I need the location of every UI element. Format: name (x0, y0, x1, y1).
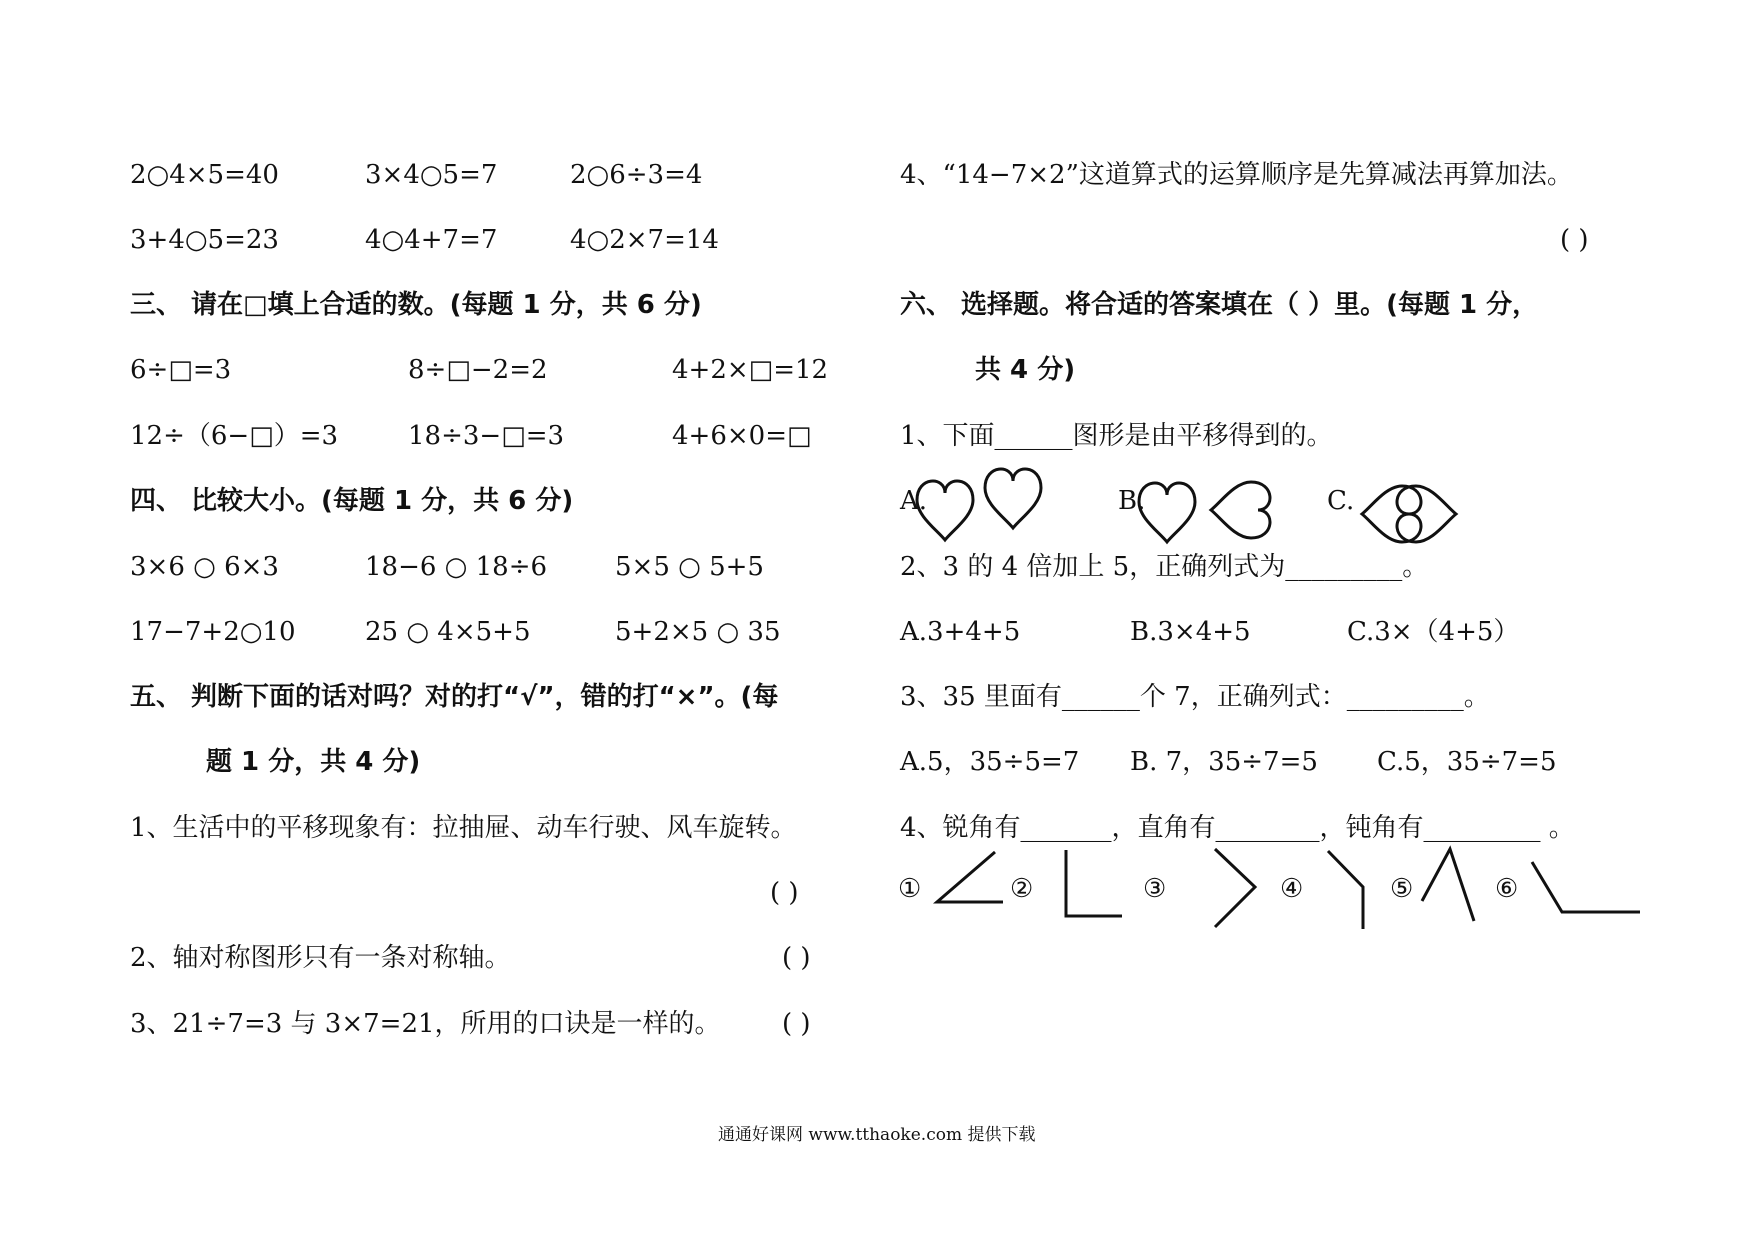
heart-shape-c2 (1397, 486, 1456, 542)
s6-q1-option-a-label: A. (900, 486, 928, 516)
s4-r2-c2: 25 ○ 4×5+5 (365, 617, 531, 647)
s5-q1: 1、生活中的平移现象有：拉抽屉、动车行驶、风车旋转。 (130, 813, 797, 843)
s5-q2: 2、轴对称图形只有一条对称轴。 (130, 943, 511, 973)
heart-shape-b1 (1139, 483, 1195, 542)
s3-r1-c2: 8÷□−2=2 (408, 355, 548, 385)
section-4-title: 四、 比较大小。(每题 1 分，共 6 分) (130, 486, 574, 516)
s6-q3-option-b: B. 7，35÷7=5 (1130, 747, 1318, 777)
angle-figure-3 (1205, 845, 1265, 935)
heart-shape-a2 (985, 469, 1041, 528)
s5-q2-answer[interactable]: ( ) (782, 943, 811, 973)
s6-q1-option-c-label: C. (1327, 486, 1355, 516)
heart-shape-c1 (1362, 486, 1421, 542)
section-5-title-cont: 题 1 分，共 4 分) (206, 747, 421, 777)
heart-shape-b2 (1211, 482, 1270, 538)
s4-r2-c3: 5+2×5 ○ 35 (615, 617, 781, 647)
s5-q3-answer[interactable]: ( ) (782, 1009, 811, 1039)
s2-r2-c1: 3+4○5=23 (130, 225, 279, 255)
angle-label-4: ④ (1280, 874, 1304, 904)
s4-r1-c2: 18−6 ○ 18÷6 (365, 552, 548, 582)
s3-r2-c2: 18÷3−□=3 (408, 421, 565, 451)
s6-q1-option-c-figure (1350, 470, 1490, 560)
s2-r1-c1: 2○4×5=40 (130, 160, 279, 190)
s4-r2-c1: 17−7+2○10 (130, 617, 296, 647)
angle-figure-1 (935, 850, 1015, 910)
s6-q2-option-a: A.3+4+5 (900, 617, 1021, 647)
section-3-title: 三、 请在□填上合适的数。(每题 1 分，共 6 分) (130, 290, 702, 320)
s6-q1-option-a-figure (915, 470, 1075, 560)
footer-credit: 通通好课网 www.tthaoke.com 提供下载 (718, 1125, 1036, 1145)
s6-q4: 4、锐角有_______，直角有________，钝角有_________ 。 (900, 813, 1575, 843)
angle-figure-4 (1323, 845, 1383, 935)
s4-r1-c3: 5×5 ○ 5+5 (615, 552, 764, 582)
s6-q3: 3、35 里面有______个 7，正确列式：_________。 (900, 682, 1490, 712)
s6-q2: 2、3 的 4 倍加上 5，正确列式为_________。 (900, 552, 1429, 582)
section-6-title: 六、 选择题。将合适的答案填在（ ）里。(每题 1 分， (900, 290, 1539, 320)
s3-r1-c1: 6÷□=3 (130, 355, 232, 385)
s6-q1-option-b-label: B. (1118, 486, 1146, 516)
angle-figure-2 (1062, 848, 1132, 928)
angle-label-6: ⑥ (1495, 874, 1519, 904)
angle-label-3: ③ (1143, 874, 1167, 904)
s5-q4: 4、“14−7×2”这道算式的运算顺序是先算减法再算加法。 (900, 160, 1573, 190)
s2-r2-c3: 4○2×7=14 (570, 225, 719, 255)
s2-r1-c3: 2○6÷3=4 (570, 160, 703, 190)
s3-r1-c3: 4+2×□=12 (672, 355, 829, 385)
angle-figure-5 (1420, 845, 1490, 935)
angle-label-2: ② (1010, 874, 1034, 904)
heart-shape-a1 (917, 481, 973, 540)
s5-q1-answer[interactable]: ( ) (770, 878, 799, 908)
s6-q1-option-b-figure (1135, 470, 1295, 560)
section-5-title: 五、 判断下面的话对吗？对的打“√”，错的打“×”。(每 (130, 682, 779, 712)
s2-r2-c2: 4○4+7=7 (365, 225, 498, 255)
s6-q2-option-c: C.3×（4+5） (1347, 617, 1520, 647)
angle-label-1: ① (898, 874, 922, 904)
angle-label-5: ⑤ (1390, 874, 1414, 904)
s6-q3-option-a: A.5，35÷5=7 (900, 747, 1080, 777)
s2-r1-c2: 3×4○5=7 (365, 160, 498, 190)
s6-q1: 1、下面______图形是由平移得到的。 (900, 421, 1333, 451)
s5-q3: 3、21÷7=3 与 3×7=21，所用的口诀是一样的。 (130, 1009, 721, 1039)
s3-r2-c3: 4+6×0=□ (672, 421, 812, 451)
angle-figure-6 (1530, 858, 1640, 928)
s3-r2-c1: 12÷（6−□）=3 (130, 421, 339, 451)
s6-q2-option-b: B.3×4+5 (1130, 617, 1251, 647)
s5-q4-answer[interactable]: ( ) (1560, 225, 1589, 255)
s4-r1-c1: 3×6 ○ 6×3 (130, 552, 279, 582)
s6-q3-option-c: C.5，35÷7=5 (1377, 747, 1557, 777)
section-6-title-cont: 共 4 分) (975, 355, 1076, 385)
